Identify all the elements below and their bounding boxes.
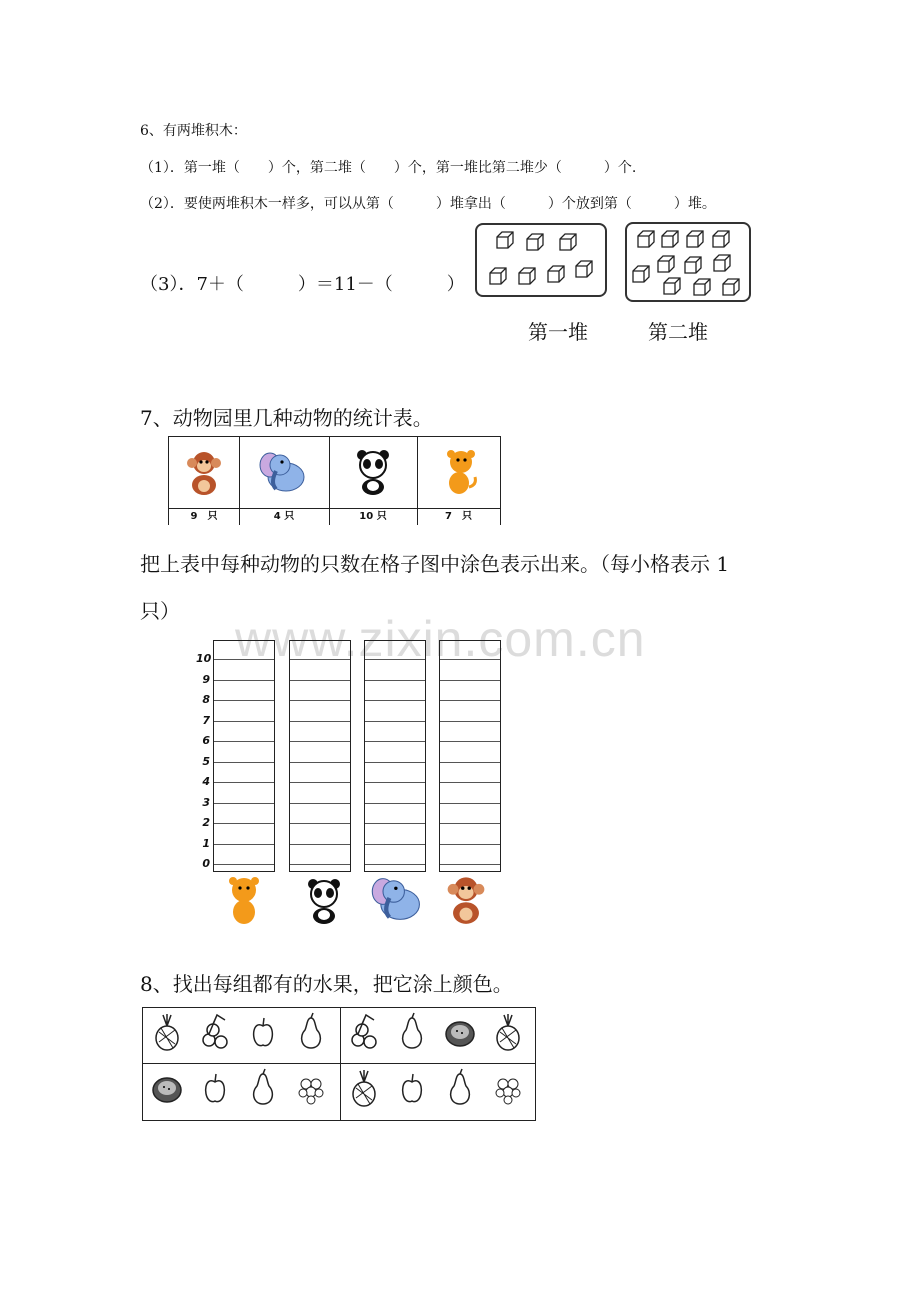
pile2-cube-icon	[661, 275, 683, 297]
y-tick-label: 7	[202, 713, 210, 727]
pile2-cube-icon	[710, 228, 732, 250]
y-tick-label: 3	[202, 795, 210, 809]
animal-count-table	[168, 436, 501, 525]
grape-icon[interactable]	[295, 1068, 327, 1108]
watermelon-icon[interactable]	[444, 1012, 476, 1052]
q6-line2: （2）．要使两堆积木一样多，可以从第（ ）堆拿出（ ）个放到第（ ）堆。	[140, 196, 716, 212]
pear-icon[interactable]	[396, 1012, 428, 1052]
monkey-icon	[442, 872, 490, 926]
grid-line	[290, 762, 350, 763]
apple-icon[interactable]	[396, 1068, 428, 1108]
y-tick-label: 2	[202, 816, 210, 829]
pineapple-icon[interactable]	[151, 1012, 183, 1052]
grid-line	[365, 803, 425, 804]
pile2-cube-icon	[711, 252, 733, 274]
panda-icon	[351, 447, 395, 497]
pile2-cube-icon	[655, 253, 677, 275]
count-elephant: 4 只	[239, 508, 329, 525]
elephant-icon	[368, 872, 428, 926]
table-cell-panda	[329, 437, 418, 525]
tiger-icon	[437, 447, 481, 497]
count-panda: 10 只	[329, 508, 417, 525]
q6-line3: （3）．7＋（ ）＝11－（ ）	[140, 274, 465, 295]
grid-line	[214, 803, 274, 804]
panda-icon	[302, 876, 346, 926]
pile2-label: 第二堆	[648, 320, 708, 344]
pile1-cube-icon	[516, 265, 538, 287]
y-tick-label: 6	[202, 734, 210, 747]
q6-title: 6、有两堆积木：	[140, 123, 247, 139]
pineapple-icon[interactable]	[492, 1012, 524, 1052]
grid-line	[440, 782, 500, 783]
fruit-table-divider-v	[340, 1008, 341, 1120]
grid-line	[214, 823, 274, 824]
grid-line	[440, 680, 500, 681]
y-tick-label: 1	[202, 836, 210, 850]
pineapple-icon[interactable]	[348, 1068, 380, 1108]
y-tick-label: 9	[202, 672, 210, 686]
y-tick-label: 0	[202, 857, 210, 870]
watermelon-icon[interactable]	[151, 1068, 183, 1108]
grid-line	[365, 762, 425, 763]
y-tick-label: 10	[196, 652, 212, 665]
grid-line	[365, 864, 425, 865]
grid-line	[440, 823, 500, 824]
fruit-table-divider-h	[143, 1063, 535, 1064]
pear-icon[interactable]	[247, 1068, 279, 1108]
grid-line	[214, 659, 274, 660]
grid-line	[290, 803, 350, 804]
q8-title: 8、找出每组都有的水果，把它涂上颜色。	[140, 972, 513, 996]
cherry-icon[interactable]	[348, 1012, 380, 1052]
grid-line	[214, 680, 274, 681]
grid-line	[290, 721, 350, 722]
grid-line	[214, 741, 274, 742]
grid-line	[290, 700, 350, 701]
grid-line	[440, 721, 500, 722]
pile1-cube-icon	[494, 229, 516, 251]
grid-line	[365, 680, 425, 681]
grid-column-elephant[interactable]	[364, 640, 426, 872]
count-monkey: 9 只	[169, 508, 239, 525]
pile1-cube-icon	[573, 258, 595, 280]
grid-line	[290, 844, 350, 845]
q6-line1: （1）．第一堆（ ）个，第二堆（ ）个，第一堆比第二堆少（ ）个.	[140, 160, 637, 176]
grid-line	[365, 844, 425, 845]
grid-line	[440, 844, 500, 845]
grid-line	[365, 823, 425, 824]
grid-column-panda[interactable]	[289, 640, 351, 872]
grid-line	[290, 782, 350, 783]
pile1-cube-icon	[524, 231, 546, 253]
pear-icon[interactable]	[444, 1068, 476, 1108]
apple-icon[interactable]	[199, 1068, 231, 1108]
grid-column-tiger[interactable]	[213, 640, 275, 872]
elephant-icon	[256, 447, 312, 497]
grid-line	[290, 823, 350, 824]
watermark: www.zixin.com.cn	[235, 611, 646, 667]
q7-instruction-1: 把上表中每种动物的只数在格子图中涂色表示出来。（每小格表示 1	[140, 552, 730, 576]
grid-line	[365, 721, 425, 722]
table-cell-monkey	[169, 437, 240, 525]
grid-line	[214, 782, 274, 783]
grid-line	[440, 803, 500, 804]
grid-line	[214, 700, 274, 701]
grid-line	[365, 782, 425, 783]
grape-icon[interactable]	[492, 1068, 524, 1108]
grid-line	[290, 680, 350, 681]
grid-line	[290, 659, 350, 660]
grid-line	[290, 741, 350, 742]
grid-line	[214, 762, 274, 763]
pile1-cube-icon	[545, 263, 567, 285]
grid-line	[440, 762, 500, 763]
grid-column-monkey[interactable]	[439, 640, 501, 872]
monkey-icon	[182, 447, 226, 497]
q7-title: 7、动物园里几种动物的统计表。	[140, 406, 433, 430]
q7-instruction-2: 只）	[140, 599, 180, 623]
pile2-cube-icon	[691, 276, 713, 298]
pile2-cube-icon	[682, 254, 704, 276]
pile2-cube-icon	[720, 276, 742, 298]
y-tick-label: 4	[202, 775, 210, 788]
y-tick-label: 5	[202, 754, 210, 768]
tiger-icon	[222, 874, 266, 926]
fruit-table	[142, 1007, 536, 1121]
pile2-cube-icon	[635, 228, 657, 250]
pear-icon[interactable]	[295, 1012, 327, 1052]
pile1-cube-icon	[557, 231, 579, 253]
pile1-label: 第一堆	[528, 320, 588, 344]
grid-line	[440, 700, 500, 701]
grid-line	[440, 659, 500, 660]
grid-line	[365, 659, 425, 660]
grid-line	[214, 844, 274, 845]
grid-line	[365, 741, 425, 742]
grid-line	[214, 721, 274, 722]
grid-line	[290, 864, 350, 865]
pile2-cube-icon	[684, 228, 706, 250]
cherry-icon[interactable]	[199, 1012, 231, 1052]
grid-line	[440, 741, 500, 742]
apple-icon[interactable]	[247, 1012, 279, 1052]
table-cell-elephant	[239, 437, 330, 525]
pile2-cube-icon	[659, 228, 681, 250]
grid-line	[214, 864, 274, 865]
table-cell-tiger	[417, 437, 501, 525]
grid-line	[365, 700, 425, 701]
pile1-cube-icon	[487, 265, 509, 287]
grid-line	[440, 864, 500, 865]
pile2-cube-icon	[630, 263, 652, 285]
y-tick-label: 8	[202, 693, 210, 706]
count-tiger: 7 只	[417, 508, 500, 525]
